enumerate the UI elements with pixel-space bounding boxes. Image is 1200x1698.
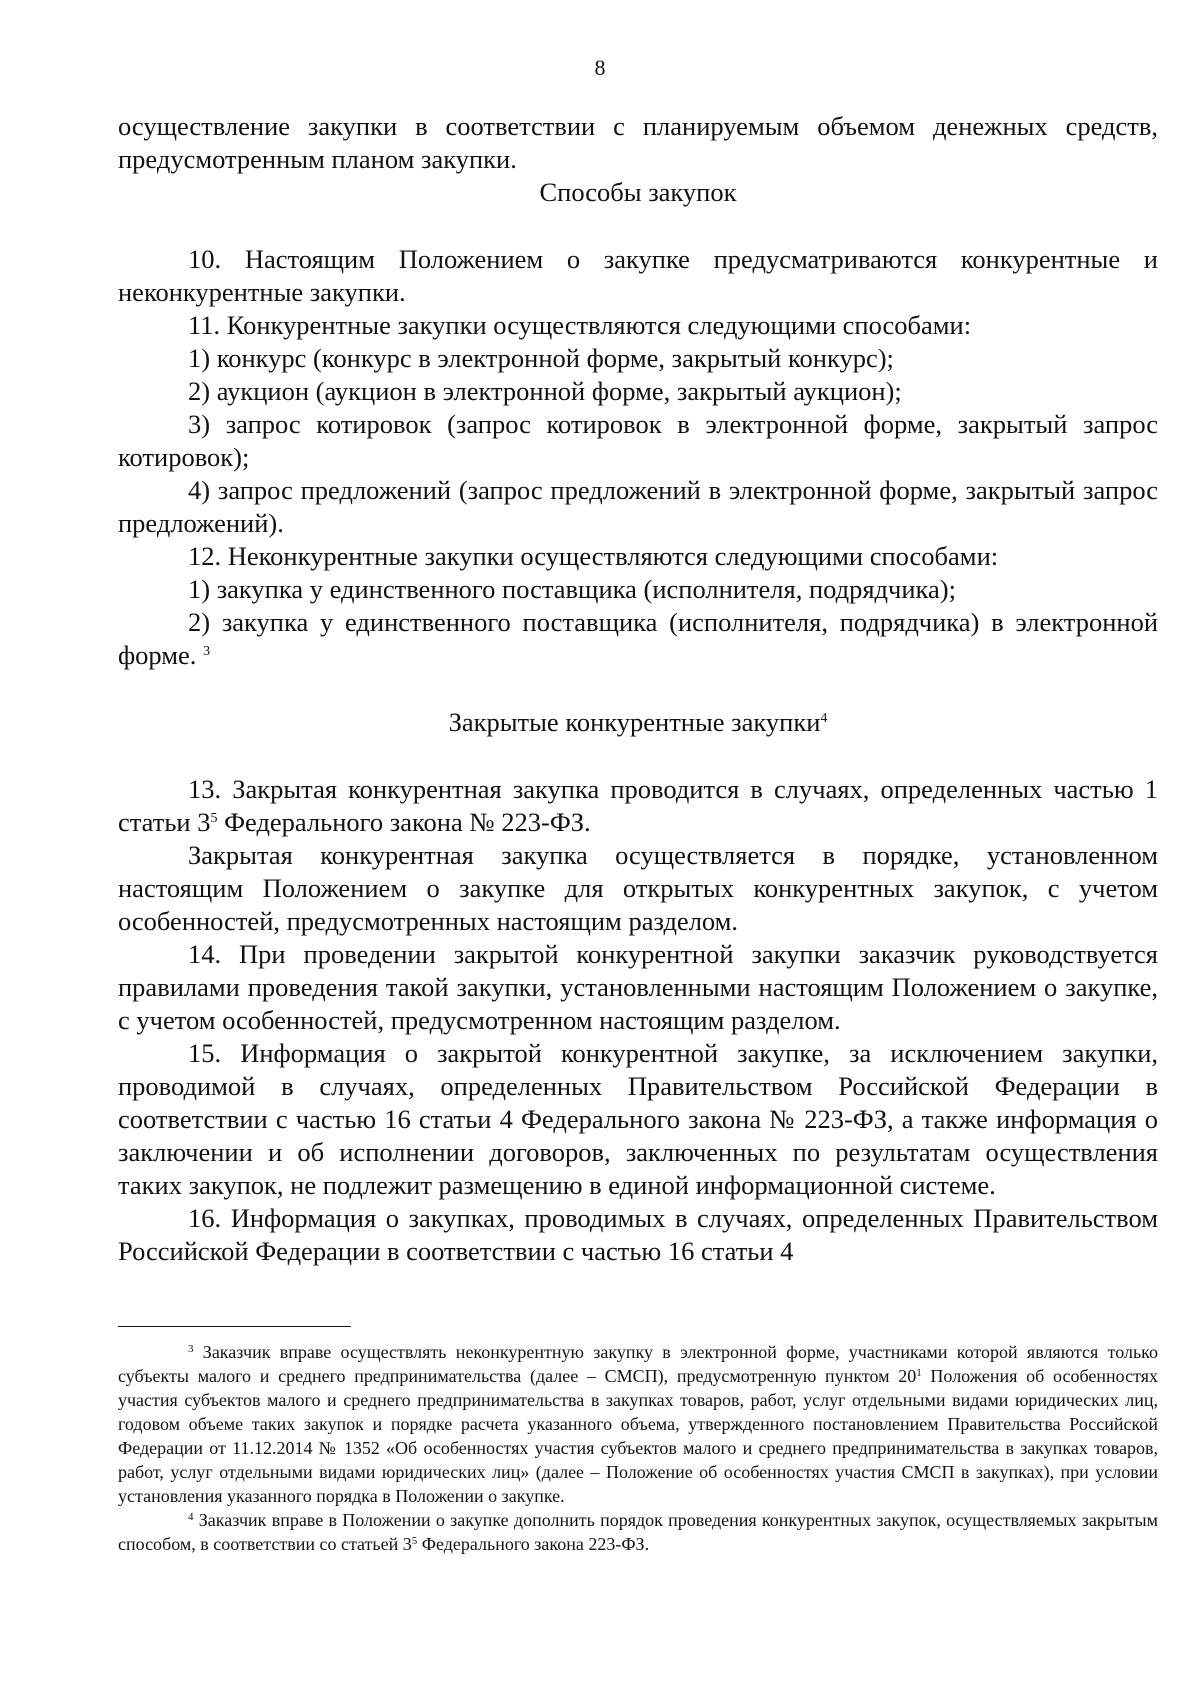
list-item-11-3: 3) запрос котировок (запрос котировок в электронной форме, закрытый запрос котировок); bbox=[118, 409, 1158, 472]
list-item-11-1: 1) конкурс (конкурс в электронной форме, закрытый конкурс); bbox=[188, 343, 894, 373]
footnote-4-superscript: 5 bbox=[411, 1535, 418, 1547]
paragraph-12: 12. Неконкурентные закупки осуществляются следующими способами: bbox=[188, 541, 999, 571]
section-heading-closed-text: Закрытые конкурентные закупки bbox=[448, 707, 821, 737]
paragraph-14: 14. При проведении закрытой конкурентной закупки заказчик руководствуется правилами проведения такой закупки, установленными настоящим Положением о закупке, с учетом особенностей, предусмотренном настоящим разделом. bbox=[118, 939, 1158, 1035]
section-heading-methods: Способы закупок bbox=[539, 177, 737, 207]
footnote-mark-3: 3 bbox=[188, 1343, 194, 1355]
footnote-mark-4: 4 bbox=[188, 1511, 194, 1523]
footnote-ref-4[interactable]: 4 bbox=[820, 711, 828, 726]
article-superscript: 5 bbox=[210, 811, 218, 826]
footnote-4-text-a: Заказчик вправе в Положении о закупке дополнить порядок проведения конкурентных закупок, осуществляемых закрытым способом, в соответствии со статьей 3 bbox=[118, 1510, 1158, 1554]
section-heading-closed bbox=[118, 706, 1158, 739]
footnote-separator bbox=[118, 1326, 351, 1327]
footnote-3 bbox=[118, 1340, 1158, 1508]
list-item-12-2 bbox=[118, 606, 1158, 672]
paragraph-13-text-b: Федерального закона № 223-ФЗ. bbox=[217, 807, 591, 837]
footnote-3-text-a: Заказчик вправе осуществлять неконкурентную закупку в электронной форме, участниками которой являются только субъекты малого и среднего предпринимательства (далее – СМСП), предусмотренную пунктом 20 bbox=[118, 1342, 1158, 1386]
footnote-3-text-b: Положения об особенностях участия субъектов малого и среднего предпринимательства в закупках товаров, работ, услуг отдельными видами юридических лиц, годовом объеме таких закупок и порядке расчета указанного объема, утвержденного постановлением Правительства Российской Федерации от 11.12.2014 № 1352 «Об особенностях участия субъектов малого и среднего предпринимательства в закупках товаров, работ, услуг отдельными видами юридических лиц» (далее – Положение об особенностях участия СМСП в закупках), при условии установления указанного порядка в Положении о закупке. bbox=[118, 1366, 1158, 1506]
paragraph-15: 15. Информация о закрытой конкурентной закупке, за исключением закупки, проводимой в случаях, определенных Правительством Российской Федерации в соответствии с частью 16 статьи 4 Федерального закона № 223-ФЗ, а также информация о заключении и об исполнении договоров, заключенных по результатам осуществления таких закупок, не подлежит размещению в единой информационной системе. bbox=[118, 1038, 1158, 1200]
paragraph-13-2: Закрытая конкурентная закупка осуществляется в порядке, установленном настоящим Положением о закупке для открытых конкурентных закупок, с учетом особенностей, предусмотренных настоящим разделом. bbox=[118, 840, 1158, 936]
paragraph-intro-tail: осуществление закупки в соответствии с планируемым объемом денежных средств, предусмотренным планом закупки. bbox=[118, 111, 1158, 174]
list-item-11-2: 2) аукцион (аукцион в электронной форме, закрытый аукцион); bbox=[188, 376, 902, 406]
paragraph-11: 11. Конкурентные закупки осуществляются следующими способами: bbox=[188, 310, 972, 340]
list-item-12-1: 1) закупка у единственного поставщика (исполнителя, подрядчика); bbox=[188, 574, 956, 604]
page-number: 8 bbox=[594, 55, 606, 80]
paragraph-10: 10. Настоящим Положением о закупке предусматриваются конкурентные и неконкурентные закупки. bbox=[118, 244, 1158, 307]
footnote-4-text-b: Федерального закона 223-ФЗ. bbox=[417, 1534, 650, 1554]
document-body bbox=[118, 110, 1158, 1268]
paragraph-16: 16. Информация о закупках, проводимых в случаях, определенных Правительством Российской Федерации в соответствии с частью 16 статьи 4 bbox=[118, 1203, 1158, 1266]
list-item-11-4: 4) запрос предложений (запрос предложений в электронной форме, закрытый запрос предложений). bbox=[118, 475, 1158, 538]
footnote-3-superscript: 1 bbox=[916, 1367, 922, 1379]
list-item-12-2-text: 2) закупка у единственного поставщика (исполнителя, подрядчика) в электронной форме. bbox=[118, 607, 1158, 670]
footnotes bbox=[118, 1340, 1158, 1556]
footnote-4 bbox=[118, 1508, 1158, 1556]
paragraph-13 bbox=[118, 773, 1158, 839]
footnote-ref-3[interactable]: 3 bbox=[203, 644, 211, 659]
paragraph-13-text-a: 13. Закрытая конкурентная закупка проводится в случаях, определенных частью 1 статьи 3 bbox=[118, 774, 1158, 837]
